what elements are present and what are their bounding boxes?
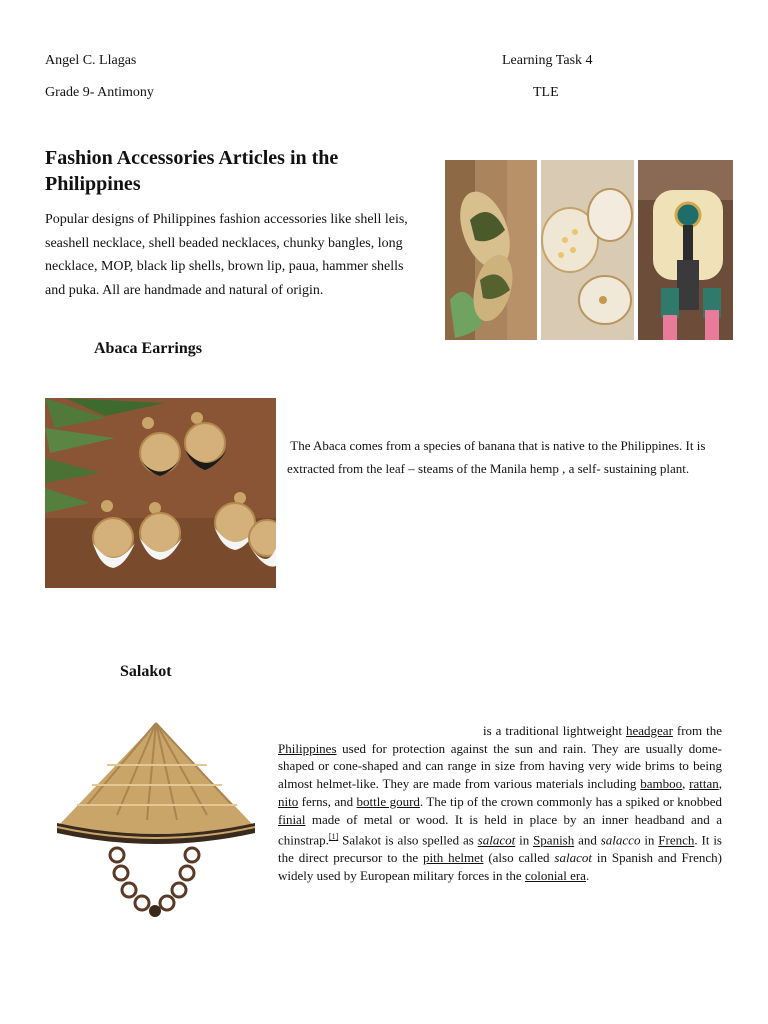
link-rattan[interactable]: rattan [689,776,719,792]
link-french[interactable]: French [658,832,695,848]
salakot-text-12: (also called [483,850,555,866]
salakot-text-4: ferns, and [298,793,357,809]
salakot-text-13: in Spanish and French) widely used by European military forces in the [278,850,722,883]
abaca-earrings-image [45,398,276,588]
link-finial[interactable]: finial [278,811,306,827]
abaca-description [287,434,727,480]
link-pith-helmet[interactable]: pith helmet [422,850,484,866]
abaca-text: The Abaca comes from a species of banana that is native to the Philippines. It is extracted from the leaf – steams of the Manila hemp , a self- sustaining plant. [287,438,706,476]
student-name: Angel C. Llagas [45,53,137,68]
salakot-text-9: and [574,832,601,848]
intro-paragraph: Popular designs of Philippines fashion accessories like shell leis, seashell necklace, shell beaded necklaces, chunky bangles, long necklace, MOP, black lip shells, brown lip, paua, hammer shells and puka. All are handmade and natural of origin. [45,212,408,298]
link-bottle-gourd[interactable]: bottle gourd [356,793,420,809]
link-spanish[interactable]: Spanish [533,832,575,848]
link-nito[interactable]: nito [278,793,299,809]
subject-label: TLE [533,85,559,100]
term-salacot: salacot [477,832,516,848]
salakot-text-1: is a traditional lightweight [483,723,626,738]
salakot-comma-1: , [682,776,690,792]
accessories-collage-image [445,160,733,340]
grade-section: Grade 9- Antimony [45,85,154,100]
term-salacot-2: salacot [554,850,592,866]
link-philippines[interactable]: Philippines [278,740,337,756]
salakot-hat-image [47,715,265,925]
reference-link[interactable]: [1] [328,832,339,842]
salakot-description [278,722,722,885]
salakot-text-6: made of metal or wood. It is held in place by an inner headband and a chinstrap. [278,811,722,848]
salakot-heading: Salakot [120,663,172,680]
salakot-text-7: Salakot is also spelled as [338,832,478,848]
salakot-text-8: in [515,832,534,848]
page-title: Fashion Accessories Articles in the Philippines [45,147,339,195]
salakot-text-10: in [640,832,659,848]
salakot-text-11: . It is the direct precursor to the [278,832,722,866]
salakot-text-2: from the [672,723,723,738]
salakot-text-14: . [585,867,590,883]
abaca-heading: Abaca Earrings [94,340,202,357]
task-label: Learning Task 4 [502,53,593,68]
link-bamboo[interactable]: bamboo [640,776,683,792]
link-colonial-era[interactable]: colonial era [524,867,586,883]
salakot-text-3: used for protection against the sun and rain. They are usually dome-shaped or cone-shaped and can range in size from having very wide brims to being almost helmet-like. They are made from various materials including [278,740,722,792]
term-salacco: salacco [600,832,641,848]
salakot-comma-2: , [718,776,722,792]
link-headgear[interactable]: headgear [625,723,673,738]
salakot-text-5: . The tip of the crown commonly has a spiked or knobbed [419,793,722,809]
